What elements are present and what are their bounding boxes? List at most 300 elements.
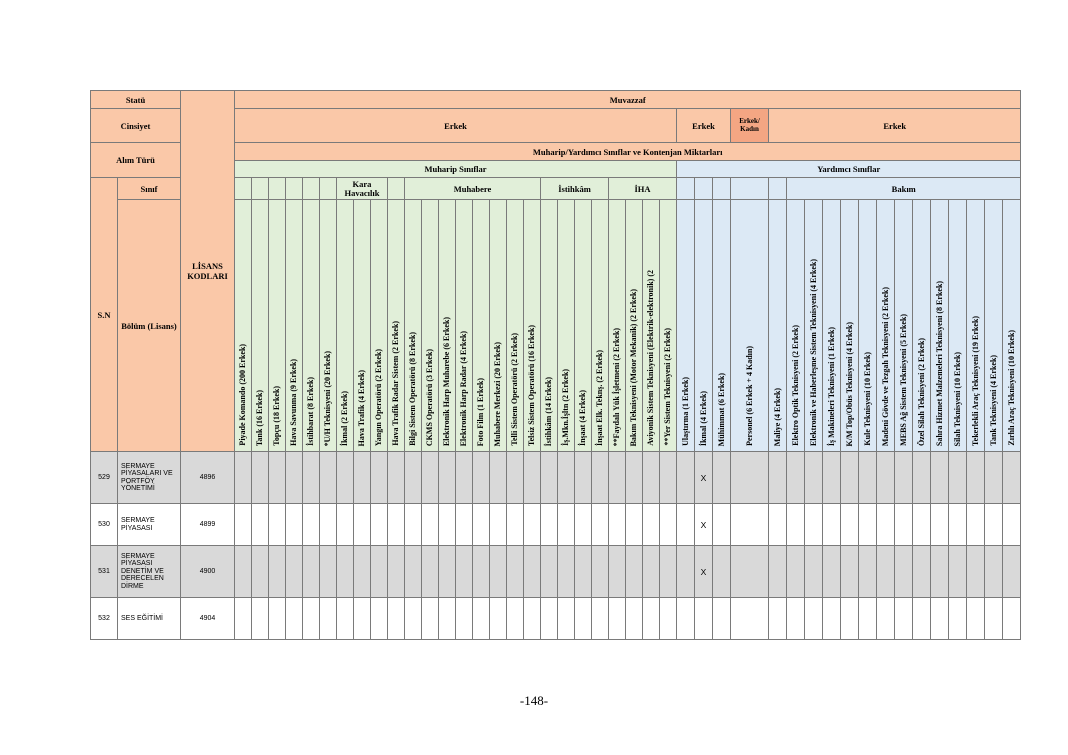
column-header — [490, 200, 507, 452]
row-cell — [895, 452, 913, 504]
row-cell — [405, 452, 422, 504]
yardimci-siniflar-header: Yardımcı Sınıflar — [677, 161, 1021, 178]
row-sn: 531 — [91, 546, 118, 598]
row-cell — [320, 504, 337, 546]
row-cell — [439, 452, 456, 504]
row-cell — [320, 546, 337, 598]
column-header-label: Telli Sistem Operatörü (2 Erkek) — [510, 333, 519, 446]
row-cell — [805, 504, 823, 546]
column-header-label: İstihbarat (8 Erkek) — [306, 377, 315, 446]
row-cell — [473, 504, 490, 546]
row-cell — [677, 598, 695, 640]
row-cell — [405, 504, 422, 546]
row-cell — [456, 598, 473, 640]
row-cell — [859, 546, 877, 598]
alim-turu-label: Alım Türü — [91, 143, 181, 178]
row-cell — [252, 546, 269, 598]
row-cell — [422, 452, 439, 504]
group-kara-havacilik: Kara Havacılık — [337, 178, 388, 200]
column-header-label: Elektro Optik Teknisyeni (2 Erkek) — [790, 325, 800, 446]
column-header-label: K/M Top/Obüs Teknisyeni (4 Erkek) — [844, 321, 854, 446]
row-cell — [575, 546, 592, 598]
column-header — [558, 200, 575, 452]
bolum-header: Bölüm (Lisans) — [118, 200, 181, 452]
column-header-label: Kule Teknisyeni (10 Erkek) — [862, 352, 872, 446]
row-cell — [823, 598, 841, 640]
licence-codes-header: LİSANS KODLARI — [181, 91, 235, 452]
row-cell — [456, 504, 473, 546]
row-cell — [626, 546, 643, 598]
row-cell — [507, 546, 524, 598]
column-header-label: Sahra Hizmet Malzemeleri Teknisyeni (8 Erkek) — [934, 280, 944, 446]
row-cell — [541, 598, 558, 640]
row-cell — [841, 598, 859, 640]
row-cell — [439, 504, 456, 546]
row-cell — [575, 598, 592, 640]
row-mark-ikmal: X — [695, 546, 713, 598]
row-cell — [456, 452, 473, 504]
row-cell — [235, 504, 252, 546]
row-cell — [371, 452, 388, 504]
row-cell — [713, 546, 731, 598]
row-cell — [388, 452, 405, 504]
column-header-label: Özel Silah Teknisyeni (2 Erkek) — [916, 337, 926, 446]
column-header-label: Yangın Operatörü (2 Erkek) — [374, 348, 383, 446]
row-cell — [805, 598, 823, 640]
column-header — [877, 200, 895, 452]
row-cell — [269, 546, 286, 598]
group-iha: İHA — [609, 178, 677, 200]
row-cell — [592, 546, 609, 598]
gender-erkek-3: Erkek — [769, 109, 1021, 143]
column-header-label: **Yer Sistem Teknisyeni (2 Erkek) — [663, 328, 672, 446]
row-cell — [439, 546, 456, 598]
row-mark-ikmal — [695, 598, 713, 640]
column-header — [303, 200, 320, 452]
row-cell — [626, 452, 643, 504]
column-header-label: Topçu (18 Erkek) — [272, 386, 281, 446]
row-cell — [677, 452, 695, 504]
column-header — [609, 200, 626, 452]
row-cell — [592, 452, 609, 504]
row-cell — [405, 598, 422, 640]
column-header — [626, 200, 643, 452]
row-cell — [252, 504, 269, 546]
row-cell — [877, 504, 895, 546]
row-cell — [949, 504, 967, 546]
sinif-label: Sınıf — [118, 178, 181, 200]
row-cell — [985, 504, 1003, 546]
row-cell — [558, 504, 575, 546]
column-header — [841, 200, 859, 452]
row-mark-ikmal: X — [695, 452, 713, 504]
row-cell — [456, 546, 473, 598]
row-cell — [731, 546, 769, 598]
column-header — [895, 200, 913, 452]
row-cell — [1003, 504, 1021, 546]
row-cell — [769, 504, 787, 546]
row-cell — [592, 504, 609, 546]
column-header-label: İkmal (4 Erkek) — [698, 390, 708, 446]
row-licence-code: 4899 — [181, 504, 235, 546]
muvazzaf-header: Muvazzaf — [235, 91, 1021, 109]
row-cell — [895, 546, 913, 598]
row-cell — [1003, 452, 1021, 504]
row-cell — [731, 452, 769, 504]
row-cell — [626, 504, 643, 546]
row-cell — [422, 598, 439, 640]
row-cell — [713, 598, 731, 640]
group-muhabere: Muhabere — [405, 178, 541, 200]
row-cell — [643, 546, 660, 598]
column-header-label: Silah Teknisyeni (10 Erkek) — [952, 351, 962, 446]
column-header — [769, 200, 787, 452]
column-header — [524, 200, 541, 452]
column-header — [643, 200, 660, 452]
row-cell — [592, 598, 609, 640]
column-header — [805, 200, 823, 452]
row-cell — [967, 546, 985, 598]
column-header — [731, 200, 769, 452]
row-cell — [303, 598, 320, 640]
column-header — [660, 200, 677, 452]
row-cell — [252, 452, 269, 504]
row-cell — [235, 598, 252, 640]
row-cell — [841, 504, 859, 546]
column-header-label: Telsiz Sistem Operatörü (16 Erkek) — [527, 324, 536, 446]
row-cell — [859, 452, 877, 504]
table-row — [91, 504, 1021, 546]
row-cell — [877, 546, 895, 598]
row-mark-ikmal: X — [695, 504, 713, 546]
row-cell — [967, 452, 985, 504]
row-cell — [269, 598, 286, 640]
column-header — [913, 200, 931, 452]
row-cell — [286, 504, 303, 546]
group-istihkam: İstihkâm — [541, 178, 609, 200]
row-cell — [354, 546, 371, 598]
column-header-label: İnşaat Elk. Teknş. (2 Erkek) — [595, 349, 604, 446]
row-cell — [660, 452, 677, 504]
row-cell — [1003, 546, 1021, 598]
row-cell — [769, 452, 787, 504]
row-cell — [677, 546, 695, 598]
row-cell — [524, 598, 541, 640]
row-cell — [895, 598, 913, 640]
column-header-label: Hava Trafik Radar Sistem (2 Erkek) — [391, 321, 400, 446]
column-header-label: Aviyonik Sistem Teknisyeni (Elektrik-elektronik) (2 — [646, 270, 655, 446]
row-cell — [388, 546, 405, 598]
column-header — [439, 200, 456, 452]
row-cell — [541, 546, 558, 598]
row-cell — [507, 452, 524, 504]
row-cell — [931, 598, 949, 640]
row-cell — [524, 504, 541, 546]
row-cell — [490, 452, 507, 504]
column-header — [235, 200, 252, 452]
column-header-label: Tank Teknisyeni (4 Erkek) — [988, 355, 998, 446]
row-licence-code: 4904 — [181, 598, 235, 640]
column-header — [388, 200, 405, 452]
row-cell — [913, 452, 931, 504]
column-header-label: Bakım Teknisyeni (Motor Mekanik) (2 Erkek) — [629, 288, 638, 446]
row-cell — [337, 598, 354, 640]
column-header-label: İkmal (2 Erkek) — [340, 390, 349, 446]
column-header — [985, 200, 1003, 452]
column-header-label: Hava Trafik (4 Erkek) — [357, 369, 366, 446]
gender-erkek-kadin: Erkek/ Kadın — [731, 109, 769, 143]
row-cell — [303, 452, 320, 504]
row-cell — [558, 598, 575, 640]
row-cell — [490, 598, 507, 640]
row-cell — [985, 546, 1003, 598]
column-header-label: Madeni Gövde ve Tezgah Teknisyeni (2 Erkek) — [880, 286, 890, 446]
row-cell — [660, 598, 677, 640]
row-cell — [354, 504, 371, 546]
row-cell — [575, 504, 592, 546]
row-cell — [541, 504, 558, 546]
row-cell — [354, 452, 371, 504]
row-cell — [609, 546, 626, 598]
row-cell — [388, 598, 405, 640]
column-header-label: CKMS Operatörü (3 Erkek) — [425, 348, 434, 446]
row-cell — [660, 546, 677, 598]
row-cell — [473, 452, 490, 504]
row-cell — [643, 504, 660, 546]
row-sn: 529 — [91, 452, 118, 504]
column-header-label: Zırhlı Araç Teknisyeni (10 Erkek) — [1006, 330, 1016, 446]
row-cell — [507, 504, 524, 546]
column-header-label: *U/H Teknisyeni (20 Erkek) — [323, 350, 332, 446]
row-cell — [609, 504, 626, 546]
column-header — [507, 200, 524, 452]
statu-row — [91, 91, 1021, 109]
row-cell — [913, 504, 931, 546]
row-cell — [895, 504, 913, 546]
row-cell — [337, 452, 354, 504]
column-header-label: Elektronik Harp Radar (4 Erkek) — [459, 330, 468, 446]
row-licence-code: 4900 — [181, 546, 235, 598]
gender-erkek-1: Erkek — [235, 109, 677, 143]
row-cell — [877, 452, 895, 504]
row-cell — [713, 452, 731, 504]
column-header — [320, 200, 337, 452]
statu-label: Statü — [91, 91, 181, 109]
row-cell — [877, 598, 895, 640]
row-cell — [967, 504, 985, 546]
column-header — [592, 200, 609, 452]
row-cell — [1003, 598, 1021, 640]
column-header-label: İş.Mkn.İşltn (2 Erkek) — [561, 369, 570, 446]
column-header-label: Hava Savunma (9 Erkek) — [289, 359, 298, 446]
row-cell — [731, 504, 769, 546]
column-header — [931, 200, 949, 452]
row-cell — [841, 452, 859, 504]
row-cell — [985, 452, 1003, 504]
row-cell — [823, 452, 841, 504]
column-header-label: Tekerlekli Araç Teknisyeni (19 Erkek) — [970, 316, 980, 446]
table-row — [91, 598, 1021, 640]
row-cell — [626, 598, 643, 640]
page-number: -148- — [519, 693, 549, 708]
row-cell — [931, 546, 949, 598]
column-header-label: Mühimmat (6 Erkek) — [716, 372, 726, 446]
column-header — [859, 200, 877, 452]
row-cell — [303, 546, 320, 598]
column-header — [575, 200, 592, 452]
row-sn: 530 — [91, 504, 118, 546]
column-header — [695, 200, 713, 452]
column-header — [823, 200, 841, 452]
column-header-label: Maliye (4 Erkek) — [772, 387, 782, 446]
row-cell — [439, 598, 456, 640]
column-header-label: Muhabere Merkezi (20 Erkek) — [493, 341, 502, 446]
column-header-label: İstihkâm (14 Erkek) — [544, 376, 553, 446]
row-cell — [967, 598, 985, 640]
row-cell — [252, 598, 269, 640]
row-cell — [787, 546, 805, 598]
row-cell — [841, 546, 859, 598]
row-bolum: SERMAYE PİYASASI DENETİM VE DERECELEN DİRME — [118, 546, 181, 598]
row-cell — [859, 598, 877, 640]
row-sn: 532 — [91, 598, 118, 640]
column-header — [541, 200, 558, 452]
row-cell — [524, 452, 541, 504]
row-cell — [769, 598, 787, 640]
row-cell — [337, 504, 354, 546]
column-header — [354, 200, 371, 452]
column-header — [286, 200, 303, 452]
row-cell — [507, 598, 524, 640]
row-cell — [490, 546, 507, 598]
column-header — [456, 200, 473, 452]
column-header-label: Personel (6 Erkek + 4 Kadın) — [744, 346, 754, 446]
row-cell — [769, 546, 787, 598]
column-header-label: İnşaat (4 Erkek) — [578, 389, 587, 446]
row-cell — [337, 546, 354, 598]
column-header — [949, 200, 967, 452]
row-cell — [823, 546, 841, 598]
row-cell — [269, 504, 286, 546]
column-header — [677, 200, 695, 452]
column-header-label: Foto Film (1 Erkek) — [476, 377, 485, 446]
row-cell — [931, 452, 949, 504]
row-cell — [354, 598, 371, 640]
row-cell — [405, 546, 422, 598]
row-cell — [269, 452, 286, 504]
column-header — [405, 200, 422, 452]
column-header — [787, 200, 805, 452]
quota-table — [90, 90, 1021, 640]
row-bolum: SERMAYE PİYASASI — [118, 504, 181, 546]
alim-turu-value: Muharip/Yardımcı Sınıflar ve Kontenjan Miktarları — [235, 143, 1021, 161]
row-cell — [805, 546, 823, 598]
row-cell — [643, 452, 660, 504]
column-header — [713, 200, 731, 452]
row-cell — [731, 598, 769, 640]
row-cell — [235, 546, 252, 598]
row-cell — [558, 452, 575, 504]
column-header-label: İş Makineleri Teknisyeni (1 Erkek) — [826, 326, 836, 446]
row-cell — [609, 598, 626, 640]
column-header — [1003, 200, 1021, 452]
row-cell — [388, 504, 405, 546]
row-bolum: SES EĞİTİMİ — [118, 598, 181, 640]
sn-header: S.N — [91, 178, 118, 452]
row-cell — [949, 452, 967, 504]
column-header-label: Tank (16 Erkek) — [255, 389, 264, 446]
cinsiyet-label: Cinsiyet — [91, 109, 181, 143]
column-header — [371, 200, 388, 452]
row-cell — [320, 452, 337, 504]
row-cell — [677, 504, 695, 546]
row-cell — [490, 504, 507, 546]
row-cell — [913, 546, 931, 598]
table-row — [91, 452, 1021, 504]
column-header-label: **Faydalı Yük İşletmeni (2 Erkek) — [612, 327, 621, 446]
row-cell — [931, 504, 949, 546]
row-cell — [422, 504, 439, 546]
row-cell — [558, 546, 575, 598]
table-row — [91, 546, 1021, 598]
column-header — [252, 200, 269, 452]
column-header-label: MEBS Ağ Sistem Teknisyeni (5 Erkek) — [898, 314, 908, 446]
row-cell — [286, 598, 303, 640]
column-header-label: Ulaştırma (1 Erkek) — [680, 377, 690, 446]
row-cell — [473, 598, 490, 640]
row-cell — [473, 546, 490, 598]
row-cell — [541, 452, 558, 504]
row-cell — [787, 598, 805, 640]
row-cell — [286, 546, 303, 598]
row-cell — [713, 504, 731, 546]
row-cell — [371, 598, 388, 640]
column-header-label: Piyade Komando (200 Erkek) — [238, 344, 247, 446]
row-cell — [303, 504, 320, 546]
row-cell — [913, 598, 931, 640]
row-cell — [371, 504, 388, 546]
column-header-label: Elektronik Harp Muharebe (6 Erkek) — [442, 316, 451, 446]
column-header-label: Bilgi Sistem Operatörü (8 Erkek) — [408, 332, 417, 446]
row-cell — [787, 452, 805, 504]
muharip-siniflar-header: Muharip Sınıflar — [235, 161, 677, 178]
column-header — [967, 200, 985, 452]
row-cell — [320, 598, 337, 640]
row-cell — [805, 452, 823, 504]
row-cell — [949, 598, 967, 640]
gender-erkek-2: Erkek — [677, 109, 731, 143]
group-bakim: Bakım — [787, 178, 1021, 200]
row-cell — [422, 546, 439, 598]
row-licence-code: 4896 — [181, 452, 235, 504]
row-cell — [823, 504, 841, 546]
row-cell — [235, 452, 252, 504]
row-cell — [859, 504, 877, 546]
row-cell — [985, 598, 1003, 640]
column-header — [337, 200, 354, 452]
column-header — [269, 200, 286, 452]
row-cell — [609, 452, 626, 504]
row-cell — [524, 546, 541, 598]
row-bolum: SERMAYE PİYASALARI VE PORTFÖY YÖNETİMİ — [118, 452, 181, 504]
row-cell — [286, 452, 303, 504]
column-header — [422, 200, 439, 452]
row-cell — [575, 452, 592, 504]
row-cell — [371, 546, 388, 598]
row-cell — [660, 504, 677, 546]
row-cell — [787, 504, 805, 546]
column-header — [473, 200, 490, 452]
